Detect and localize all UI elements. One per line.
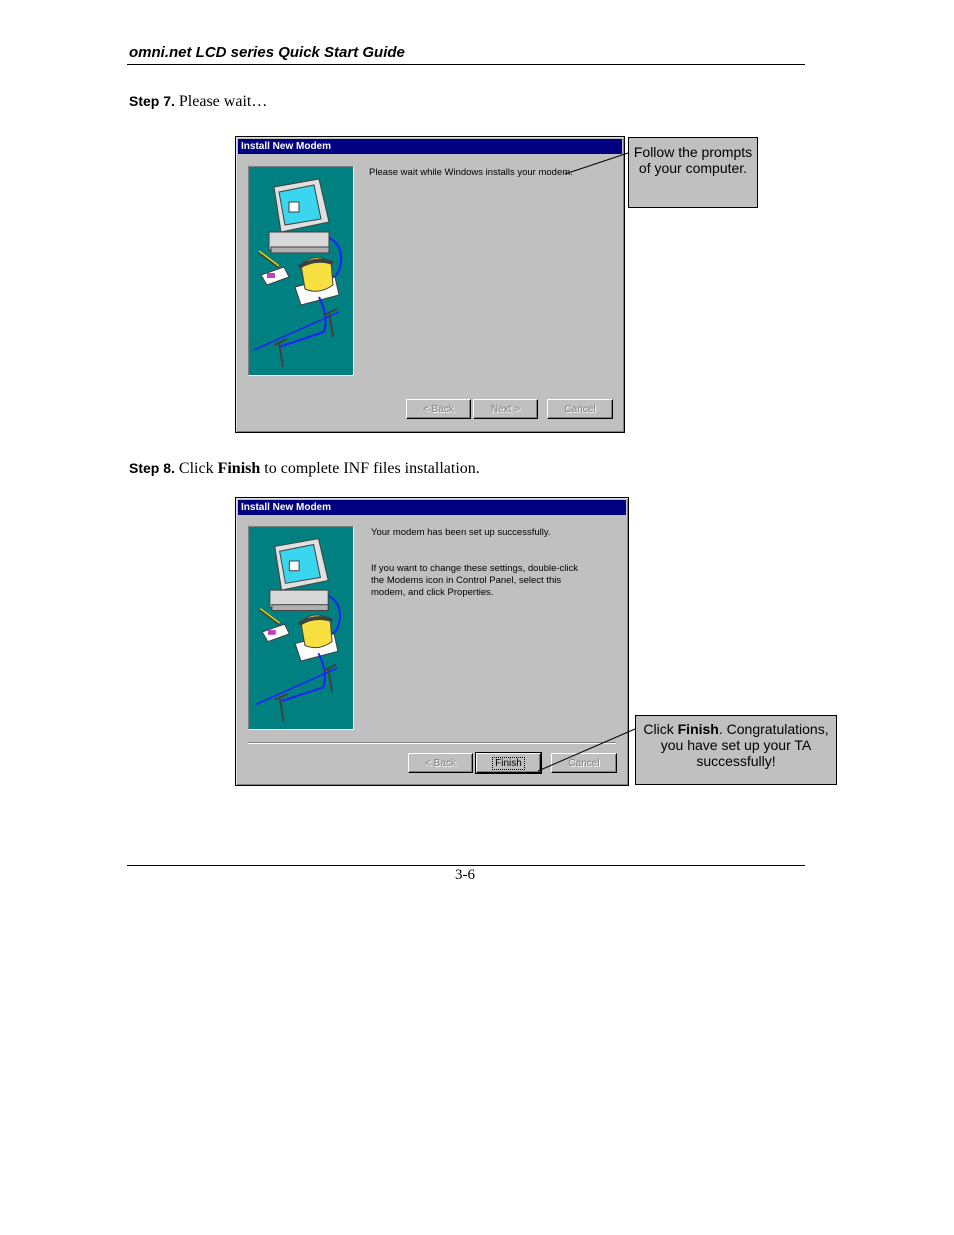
callout2-text-pre: Click: [643, 721, 678, 737]
callout1-leader-line: [560, 150, 630, 180]
install-modem-dialog-wait: [235, 136, 625, 433]
computer-modem-illustration: [249, 527, 353, 729]
cancel-button[interactable]: Cancel: [547, 399, 613, 419]
next-button[interactable]: Next >: [473, 399, 538, 419]
modem-illustration-panel: [248, 526, 354, 730]
step7-instruction: [129, 93, 267, 111]
callout2-finish-keyword: Finish: [677, 721, 719, 737]
callout-follow-prompts: Follow the prompts of your computer.: [628, 137, 758, 208]
modem-illustration-panel: [248, 166, 354, 376]
dialog-titlebar: Install New Modem: [238, 139, 622, 154]
computer-modem-illustration: [249, 167, 353, 375]
dialog-titlebar: Install New Modem: [238, 500, 626, 515]
step8-instruction: [129, 460, 480, 478]
step8-text-post: to complete INF files installation.: [260, 460, 480, 477]
dialog-settings-hint: If you want to change these settings, double-click the Modems icon in Control Panel, select this modem, and click Properties.: [371, 563, 579, 598]
back-button[interactable]: < Back: [406, 399, 471, 419]
step8-label: Step 8.: [129, 460, 175, 476]
step7-label: Step 7.: [129, 93, 175, 109]
cancel-button[interactable]: Cancel: [551, 753, 617, 773]
step7-text: Please wait…: [174, 93, 268, 110]
dialog-success-message: Your modem has been set up successfully.: [371, 527, 551, 538]
callout2-leader-line: [530, 725, 640, 775]
callout2-text-post: . Congratulations, you have set up your TA successfully!: [660, 721, 829, 769]
document-header-title: omni.net LCD series Quick Start Guide: [129, 44, 405, 61]
back-button[interactable]: < Back: [408, 753, 473, 773]
dialog-message: Please wait while Windows installs your modem.: [369, 167, 573, 178]
callout-congratulations: [635, 715, 837, 785]
step8-text-pre: Click: [174, 460, 218, 477]
header-rule: [127, 64, 805, 65]
page-number: 3-6: [455, 867, 475, 883]
footer-rule: [127, 865, 805, 866]
step8-finish-keyword: Finish: [217, 460, 261, 477]
finish-button-label: Finish: [495, 758, 522, 769]
